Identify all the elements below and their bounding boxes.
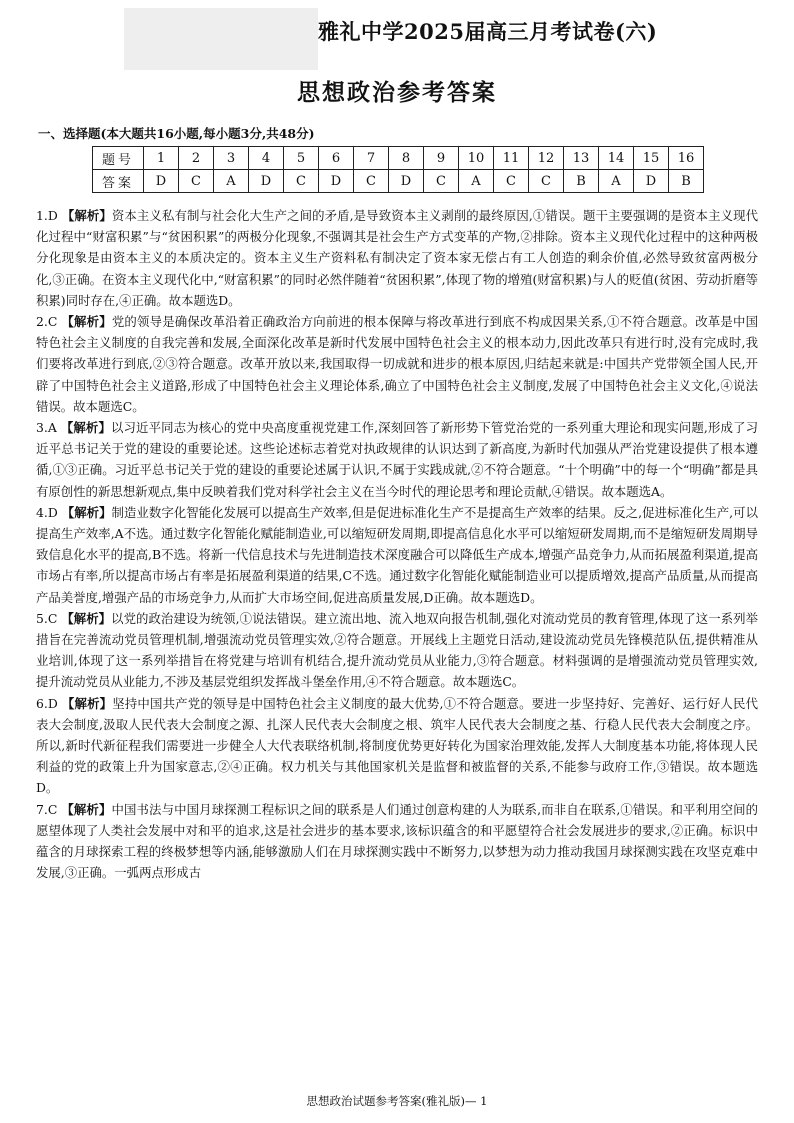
question-number-cell: 10 <box>459 147 494 170</box>
explanation-text: 党的领导是确保改革沿着正确政治方向前进的根本保障与将改革进行到底不构成因果关系,①不符合题意。改革是中国特色社会主义制度的自我完善和发展,全面深化改革是新时代发展中国特色社会主义的根本动力,因此改革只有进行时,没有完成时,我们要将改革进行到底,②③符合题意。改革开放以来,我国取得一切成就和进步的根本原因,归结起来就是:中国共产党带领全国人民,开辟了中国特色社会主义道路,形成了中国特色社会主义理论体系,确立了中国特色社会主义制度,发展了中国特色社会主义文化,④说法错误。故本题选C。 <box>36 314 758 414</box>
question-explanation-6 <box>36 693 758 799</box>
question-label: 1.D <box>36 208 58 223</box>
question-number-cell: 2 <box>179 147 214 170</box>
page-title: 思想政治参考答案 <box>297 80 497 106</box>
question-label: 5.C <box>36 610 58 626</box>
answer-cell: C <box>494 170 529 193</box>
question-number-cell: 7 <box>354 147 389 170</box>
answer-explanations <box>36 205 758 884</box>
question-label: 4.D <box>36 504 58 520</box>
exam-title: 雅礼中学2025届高三月考试卷(六) <box>318 19 658 44</box>
question-number-cell: 15 <box>634 147 669 170</box>
explanation-text: 制造业数字化智能化发展可以提高生产效率,但是促进标准化生产不是提高生产效率的结果。反之,促进标准化生产,可以提高生产效率,A不选。通过数字化智能化赋能制造业,可以缩短研发周期,即提高信息化水平可以缩短研发周期,而不是缩短研发周期导致信息化水平的提高,B不选。将新一代信息技术与先进制造技术深度融合可以降低生产成本,增强产品竞争力,从而拓展盈利渠道,提高市场占有率,所以提高市场占有率是拓展盈利渠道的结果,C不选。通过数字化智能化赋能制造业可以提质增效,提高产品质量,从而提高产品美誉度,增强产品的市场竞争力,从而扩大市场空间,促进高质量发展,D正确。故本题选D。 <box>36 504 758 605</box>
question-label: 3.A <box>36 420 57 436</box>
question-explanation-4 <box>36 502 758 608</box>
question-explanation-1 <box>36 205 758 311</box>
table-row-label: 答案 <box>93 170 144 193</box>
question-number-cell: 8 <box>389 147 424 170</box>
section-heading: 一、选择题(本大题共16小题,每小题3分,共48分) <box>38 126 315 141</box>
redacted-header-block <box>124 8 318 70</box>
answer-cell: D <box>634 170 669 193</box>
question-number-cell: 5 <box>284 147 319 170</box>
analysis-tag: 【解析】 <box>60 420 111 436</box>
question-number-cell: 4 <box>249 147 284 170</box>
explanation-text: 以党的政治建设为统领,①说法错误。建立流出地、流入地双向报告机制,强化对流动党员的教育管理,体现了这一系列举措旨在完善流动党员管理机制,增强流动党员管理实效,②符合题意。开展线上主题党日活动,建设流动党员先锋模范队伍,提供精准从业培训,体现了这一系列举措旨在将党建与培训有机结合,提升流动党员从业能力,③符合题意。材料强调的是增强流动党员管理实效,提升流动党员从业能力,不涉及基层党组织发挥战斗堡垒作用,④不符合题意。故本题选C。 <box>36 610 758 690</box>
question-label: 6.D <box>36 695 58 711</box>
explanation-text: 以习近平同志为核心的党中央高度重视党建工作,深刻回答了新形势下管党治党的一系列重大理论和现实问题,形成了习近平总书记关于党的建设的重要论述。这些论述标志着党对执政规律的认识达到了新高度,为新时代加强从严治党建设提供了根本遵循,①③正确。习近平总书记关于党的建设的重要论述属于认识,不属于实践成就,②不符合题意。“十个明确”中的每一个“明确”都是具有原创性的新思想新观点,集中反映着我们党对科学社会主义在当今时代的理论思考和理论贡献,④错误。故本题选A。 <box>36 420 758 499</box>
answer-cell: C <box>354 170 389 193</box>
answer-cell: A <box>599 170 634 193</box>
answer-table-answer-row <box>93 170 704 193</box>
question-number-cell: 14 <box>599 147 634 170</box>
question-explanation-7 <box>36 799 758 884</box>
analysis-tag: 【解析】 <box>61 610 112 626</box>
table-row-label: 题号 <box>93 147 144 170</box>
explanation-text: 资本主义私有制与社会化大生产之间的矛盾,是导致资本主义剥削的最终原因,①错误。题干主要强调的是资本主义现代化过程中“财富积累”与“贫困积累”的两极分化现象,不强调其是社会生产方式变革的产物,②排除。资本主义现代化过程中的这种两极分化现象是由资本主义的本质决定的。资本主义生产资料私有制决定了资本家无偿占有工人创造的剩余价值,必然导致贫富两极分化,③正确。在资本主义现代化中,“财富积累”的同时必然伴随着“贫困积累”,体现了物的增殖(财富积累)与人的贬值(贫困、劳动折磨等积累)同时存在,④正确。故本题选D。 <box>36 208 758 308</box>
explanation-text: 中国书法与中国月球探测工程标识之间的联系是人们通过创意构建的人为联系,而非自在联系,①错误。和平利用空间的愿望体现了人类社会发展中对和平的追求,这是社会进步的基本要求,该标识蕴含的和平愿望符合社会发展进步的要求,②正确。标识中蕴含的月球探索工程的终极梦想等内涵,能够激励人们在月球探测实践中不断努力,以梦想为动力推动我国月球探测实践在攻坚克难中发展,③正确。一弧两点形成古 <box>36 801 758 881</box>
answer-cell: A <box>459 170 494 193</box>
question-number-cell: 9 <box>424 147 459 170</box>
analysis-tag: 【解析】 <box>61 208 112 223</box>
answer-cell: D <box>144 170 179 193</box>
question-explanation-5 <box>36 608 758 693</box>
question-number-cell: 3 <box>214 147 249 170</box>
analysis-tag: 【解析】 <box>61 504 112 520</box>
answer-cell: B <box>564 170 599 193</box>
question-number-cell: 11 <box>494 147 529 170</box>
answer-cell: A <box>214 170 249 193</box>
explanation-text: 坚持中国共产党的领导是中国特色社会主义制度的最大优势,①不符合题意。要进一步坚持好、完善好、运行好人民代表大会制度,汲取人民代表大会制度之源、扎深人民代表大会制度之根、筑牢人民代表大会制度之基、行稳人民代表大会制度之序。所以,新时代新征程我们需要进一步健全人大代表联络机制,将制度优势更好转化为国家治理效能,发挥人大制度基本功能,将体现人民利益的党的政策上升为国家意志,②④正确。权力机关与其他国家机关是监督和被监督的关系,不能参与政府工作,③错误。故本题选D。 <box>36 695 758 796</box>
question-label: 2.C <box>36 314 58 330</box>
answer-table-number-row <box>93 147 704 170</box>
question-number-cell: 1 <box>144 147 179 170</box>
question-label: 7.C <box>36 801 58 817</box>
answer-cell: C <box>529 170 564 193</box>
question-number-cell: 13 <box>564 147 599 170</box>
question-number-cell: 12 <box>529 147 564 170</box>
answer-cell: D <box>389 170 424 193</box>
answer-table <box>92 146 704 193</box>
page-footer: 思想政治试题参考答案(雅礼版)— 1 <box>306 1094 488 1108</box>
answer-cell: D <box>249 170 284 193</box>
analysis-tag: 【解析】 <box>61 695 113 711</box>
analysis-tag: 【解析】 <box>61 314 112 330</box>
answer-cell: D <box>319 170 354 193</box>
answer-cell: C <box>424 170 459 193</box>
question-number-cell: 16 <box>669 147 704 170</box>
question-number-cell: 6 <box>319 147 354 170</box>
answer-cell: C <box>284 170 319 193</box>
question-explanation-2 <box>36 311 758 417</box>
answer-cell: C <box>179 170 214 193</box>
analysis-tag: 【解析】 <box>61 801 112 817</box>
question-explanation-3 <box>36 417 758 502</box>
answer-cell: B <box>669 170 704 193</box>
